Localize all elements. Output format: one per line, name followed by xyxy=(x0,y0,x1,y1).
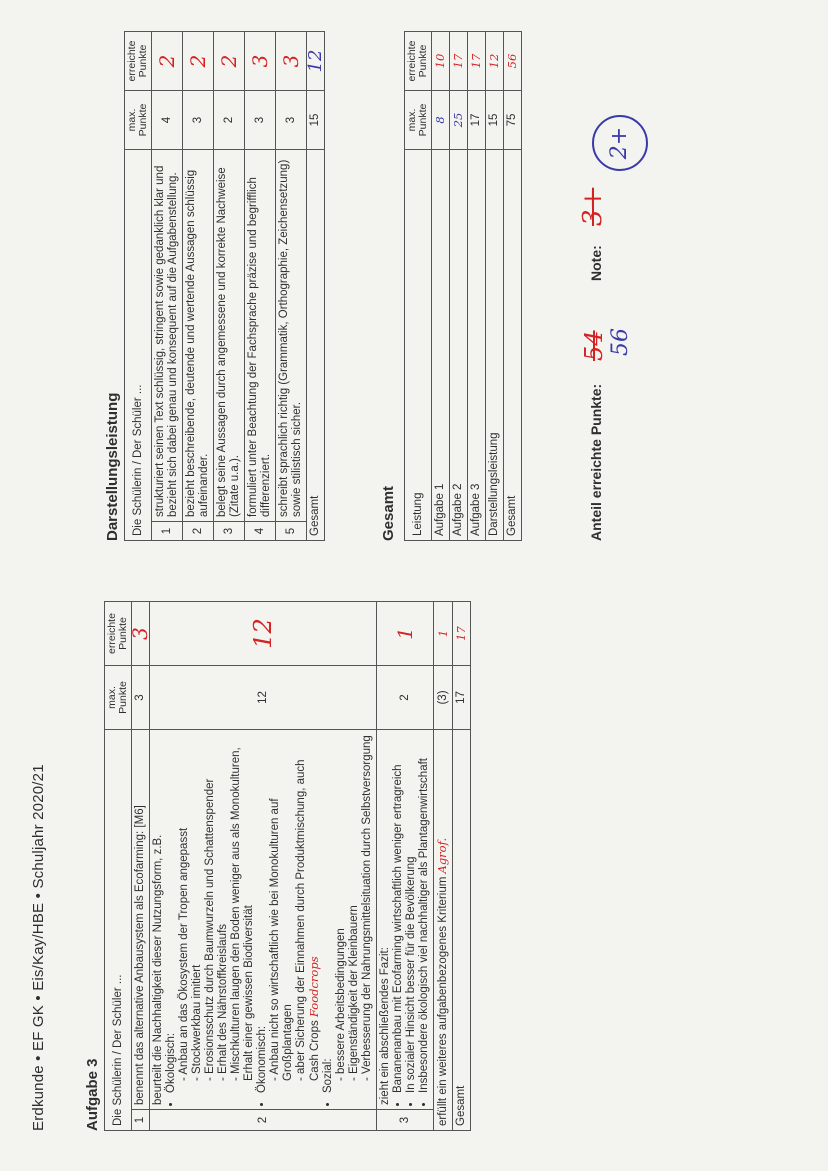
row-number: 1 xyxy=(152,522,183,541)
criterion-text: benennt das alternative Anbausystem als Ecofarming: [M6] xyxy=(132,730,150,1110)
max-points: 8 xyxy=(432,91,450,150)
achieved-points: 1 xyxy=(434,602,453,666)
achieved-points: 12 xyxy=(150,602,377,666)
total-label: Gesamt xyxy=(453,730,471,1131)
max-points: 17 xyxy=(453,666,471,730)
table-row xyxy=(183,32,214,541)
max-points: 2 xyxy=(377,666,434,730)
achieved-points: 12 xyxy=(486,32,504,91)
col-desc-header: Leistung xyxy=(405,150,432,541)
col-got-header: erreichte Punkte xyxy=(105,602,132,666)
table-row xyxy=(245,32,276,541)
category-label: Ökologisch: xyxy=(165,1032,177,1093)
table-row xyxy=(434,602,453,1131)
table-row xyxy=(132,602,150,1131)
list-item: - Mischkulturen laugen den Boden weniger aus als Monokulturen, Erhalt einer gewissen Biodiversität xyxy=(230,734,256,1081)
achieved-points: 17 xyxy=(450,32,468,91)
max-points: 3 xyxy=(276,91,307,150)
list-item: - Anbau an das Ökosystem der Tropen angepasst xyxy=(178,734,191,1081)
max-points: 3 xyxy=(132,666,150,730)
note-struck-value: 3+ xyxy=(578,187,608,226)
table-row xyxy=(150,602,377,1131)
col-max-header: max. Punkte xyxy=(405,91,432,150)
table-row xyxy=(486,32,504,541)
achieved-points: 3 xyxy=(276,32,307,91)
criterion-block xyxy=(150,730,377,1110)
row-number: 1 xyxy=(132,1110,150,1131)
criterion-text: bezieht beschreibende, deutende und wertende Aussagen schlüssig aufeinander. xyxy=(183,150,214,522)
criterion-text: erfüllt ein weiteres aufgabenbezogenes Kriterium xyxy=(437,876,449,1126)
achieved-points: 10 xyxy=(432,32,450,91)
criterion-text: formuliert unter Beachtung der Fachsprache präzise und begrifflich differenziert. xyxy=(245,150,276,522)
criterion-block xyxy=(377,730,434,1110)
total-label: Gesamt xyxy=(307,150,325,541)
handwritten-annotation: Agrof. xyxy=(435,837,449,874)
achieved-points: 17 xyxy=(453,602,471,666)
list-item: - Stockwerkbau imitiert xyxy=(191,734,204,1081)
total-row xyxy=(307,32,325,541)
list-item: • Bananenanbau mit Ecofarming wirtschaftlich weniger ertragreich xyxy=(392,734,405,1093)
criterion-text: schreibt sprachlich richtig (Grammatik, Orthographie, Zeichensetzung) sowie stilistisch sicher. xyxy=(276,150,307,522)
list-item: - Erhalt des Nährstoffkreislaufs xyxy=(217,734,230,1081)
total-row xyxy=(504,32,522,541)
table-row xyxy=(450,32,468,541)
list-item: - Anbau nicht so wirtschaftlich wie bei Monokulturen auf Großplantagen xyxy=(269,734,295,1081)
criterion-intro: beurteilt die Nachhaltigkeit dieser Nutzungsform, z.B. xyxy=(152,834,164,1105)
table-row xyxy=(432,32,450,541)
max-points: 3 xyxy=(245,91,276,150)
list-item: - bessere Arbeitsbedingungen xyxy=(335,734,348,1081)
max-points: 3 xyxy=(183,91,214,150)
table-header-row xyxy=(105,602,132,1131)
row-number: 5 xyxy=(276,522,307,541)
achieved-points: 3 xyxy=(245,32,276,91)
anteil-label: Anteil erreichte Punkte: xyxy=(588,383,604,541)
max-points: 15 xyxy=(307,91,325,150)
table-header-row xyxy=(405,32,432,541)
row-number: 3 xyxy=(214,522,245,541)
list-item: • Insbesondere ökologisch viel nachhaltiger als Plantagenwirtschaft xyxy=(418,734,431,1093)
row-number: 2 xyxy=(183,522,214,541)
list-item: - Erosionsschutz durch Baumwurzeln und Schattenspender xyxy=(204,734,217,1081)
row-number: 2 xyxy=(150,1110,377,1131)
darstellung-table xyxy=(124,31,325,541)
table-row xyxy=(152,32,183,541)
final-grade-circle: 2+ xyxy=(592,115,648,171)
total-row xyxy=(453,602,471,1131)
col-max-header: max. Punkte xyxy=(125,91,152,150)
criterion-text: strukturiert seinen Text schlüssig, stringent sowie gedanklich klar und bezieht sich dabei genau und konsequent auf die Aufgabenstellung. xyxy=(152,150,183,522)
gesamt-table xyxy=(404,31,522,541)
row-number: 3 xyxy=(377,1110,434,1131)
note-label: Note: xyxy=(588,245,604,281)
criterion-intro: zieht ein abschließendes Fazit: xyxy=(379,947,391,1105)
document-header: Erdkunde • EF GK • Eis/Kay/HBE • Schuljahr 2020/21 xyxy=(30,764,47,1131)
max-points: (3) xyxy=(434,666,453,730)
achieved-points: 56 xyxy=(504,32,522,91)
aufgabe3-table xyxy=(104,601,471,1131)
row-label: Aufgabe 3 xyxy=(468,150,486,541)
table-header-row xyxy=(125,32,152,541)
anteil-struck-value: 54 xyxy=(580,330,608,361)
row-label: Gesamt xyxy=(504,150,522,541)
col-desc-header: Die Schülerin / Der Schüler ... xyxy=(105,730,132,1131)
list-item: aber Sicherung der Einnahmen durch Produktmischung, auch Cash Crops xyxy=(295,759,321,1081)
table-row xyxy=(377,602,434,1131)
achieved-points: 3 xyxy=(132,602,150,666)
list-item: - Eigenständigkeit der Kleinbauern xyxy=(348,734,361,1081)
row-number: 4 xyxy=(245,522,276,541)
col-got-header: erreichte Punkte xyxy=(405,32,432,91)
achieved-points: 17 xyxy=(468,32,486,91)
table-row xyxy=(468,32,486,541)
list-item: • In sozialer Hinsicht besser für die Bevölkerung xyxy=(405,734,418,1093)
handwritten-annotation: Foodcrops xyxy=(307,956,321,1018)
row-label: Aufgabe 2 xyxy=(450,150,468,541)
category-label: Ökonomisch: xyxy=(256,1025,268,1093)
category-label: Sozial: xyxy=(322,1058,334,1093)
darstellung-title: Darstellungsleistung xyxy=(104,392,121,541)
max-points: 12 xyxy=(150,666,377,730)
anteil-value: 56 xyxy=(608,328,633,356)
achieved-points: 1 xyxy=(377,602,434,666)
achieved-points: 2 xyxy=(183,32,214,91)
table-row xyxy=(214,32,245,541)
table-row xyxy=(276,32,307,541)
max-points: 15 xyxy=(486,91,504,150)
row-label: Darstellungsleistung xyxy=(486,150,504,541)
max-points: 75 xyxy=(504,91,522,150)
col-max-header: max. Punkte xyxy=(105,666,132,730)
list-item: - Verbesserung der Nahrungsmittelsituation durch Selbstversorgung xyxy=(361,734,374,1081)
max-points: 4 xyxy=(152,91,183,150)
aufgabe3-title: Aufgabe 3 xyxy=(84,1058,101,1131)
achieved-points: 12 xyxy=(307,32,325,91)
achieved-points: 2 xyxy=(214,32,245,91)
max-points: 17 xyxy=(468,91,486,150)
max-points: 2 xyxy=(214,91,245,150)
row-label: Aufgabe 1 xyxy=(432,150,450,541)
criterion-text: belegt seine Aussagen durch angemessene und korrekte Nachweise (Zitate u.a.). xyxy=(214,150,245,522)
gesamt-title: Gesamt xyxy=(380,485,397,541)
col-desc-header: Die Schülerin / Der Schüler ... xyxy=(125,150,152,541)
achieved-points: 2 xyxy=(152,32,183,91)
col-got-header: erreichte Punkte xyxy=(125,32,152,91)
max-points: 25 xyxy=(450,91,468,150)
